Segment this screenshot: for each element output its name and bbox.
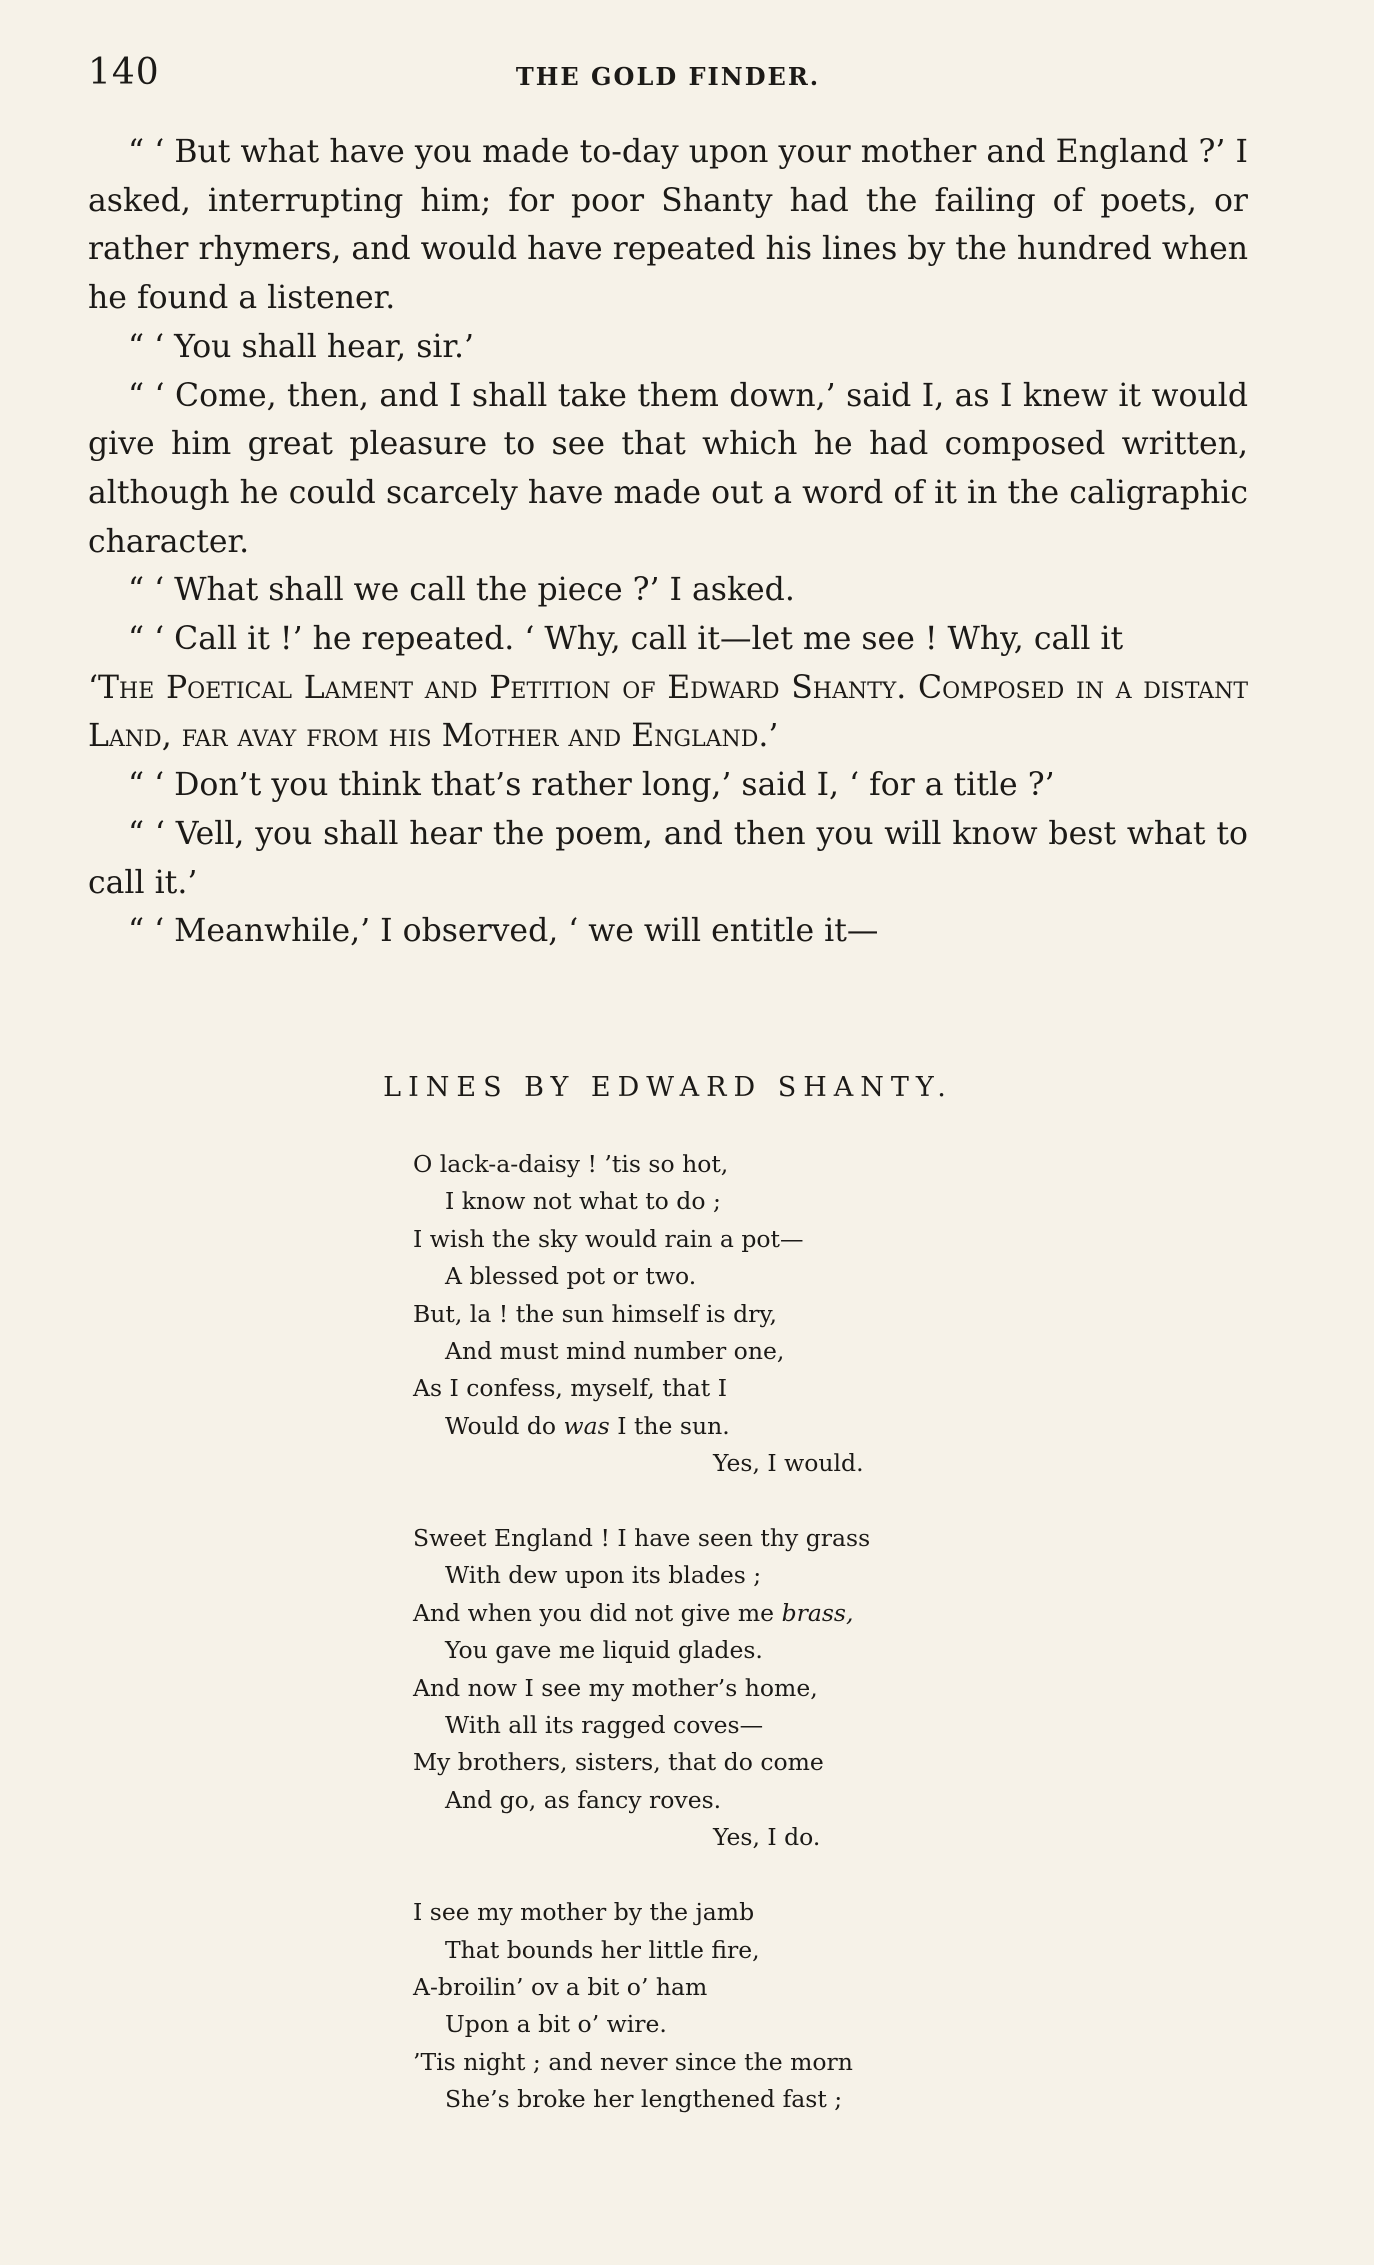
poem-line: I see my mother by the jamb <box>413 1898 755 1927</box>
stanza-break <box>413 1857 973 1894</box>
poem-refrain: Yes, I do. <box>713 1823 821 1852</box>
poem-line: Sweet England ! I have seen thy grass <box>413 1524 871 1553</box>
italic-word: brass, <box>781 1598 854 1627</box>
paragraph: “ ‘ Call it !’ he repeated. ‘ Why, call it—let me see ! Why, call it <box>128 621 1124 658</box>
poem-line: A-broilin’ ov a bit o’ ham <box>413 1972 708 2001</box>
poem-title: LINES BY EDWARD SHANTY. <box>383 1072 953 1103</box>
poem-line-part: Would do <box>445 1411 564 1440</box>
title-paragraph: ‘The Poetical Lament and Petition of Edward Shanty. Composed in a distant Land, far avay from his Mother and England.’ <box>88 669 1248 755</box>
page-number: 140 <box>88 52 160 93</box>
poem-line: And must mind number one, <box>445 1337 785 1366</box>
poem-line <box>413 1408 973 1445</box>
poem-line: I wish the sky would rain a pot— <box>413 1224 804 1253</box>
poem-line: She’s broke her lengthened fast ; <box>445 2085 843 2114</box>
poem-line: That bounds her little fire, <box>445 1935 760 1964</box>
poem-line: And go, as fancy roves. <box>445 1785 722 1814</box>
paragraph: “ ‘ Don’t you think that’s rather long,’ said I, ‘ for a title ?’ <box>128 767 1055 804</box>
poem-line: And now I see my mother’s home, <box>413 1673 818 1702</box>
italic-word: was <box>563 1411 610 1440</box>
poem-line: With all its ragged coves— <box>445 1711 764 1740</box>
paragraph: “ ‘ What shall we call the piece ?’ I asked. <box>128 572 795 609</box>
paragraph: “ ‘ You shall hear, sir.’ <box>128 328 475 365</box>
poem-line: As I confess, myself, that I <box>413 1374 727 1403</box>
page-header <box>88 52 1248 102</box>
running-head: THE GOLD FINDER. <box>515 62 821 91</box>
poem-line: But, la ! the sun himself is dry, <box>413 1299 777 1328</box>
poem-line: I know not what to do ; <box>445 1187 721 1216</box>
poem-line: O lack-a-daisy ! ’tis so hot, <box>413 1150 729 1178</box>
paragraph: “ ‘ Come, then, and I shall take them down,’ said I, as I knew it would give him great pleasure to see that which he had composed written, although he could scarcely have made out a word of it in the caligraphic character. <box>88 377 1248 560</box>
poem-line: You gave me liquid glades. <box>445 1636 763 1665</box>
paragraph: “ ‘ Vell, you shall hear the poem, and then you will know best what to call it.’ <box>88 815 1248 901</box>
poem-line: Upon a bit o’ wire. <box>445 2010 667 2039</box>
poem-line-part: I the sun. <box>609 1411 730 1440</box>
poem-refrain: Yes, I would. <box>713 1449 864 1478</box>
paragraph: “ ‘ Meanwhile,’ I observed, ‘ we will entitle it— <box>128 913 879 950</box>
poem-line <box>413 1595 973 1632</box>
poem-line-part: And when you did not give me <box>413 1598 782 1627</box>
stanza-break <box>413 1483 973 1520</box>
poem-line: With dew upon its blades ; <box>445 1561 762 1590</box>
poem <box>413 1146 973 2119</box>
paragraph: “ ‘ But what have you made to-day upon your mother and England ?’ I asked, interrupting him; for poor Shanty had the failing of poets, or rather rhymers, and would have repeated his lines by the hundred when he found a listener. <box>88 134 1248 317</box>
poem-line: ’Tis night ; and never since the morn <box>413 2047 853 2076</box>
prose-body <box>88 128 1248 956</box>
poem-line: A blessed pot or two. <box>445 1262 697 1291</box>
poem-line: My brothers, sisters, that do come <box>413 1748 824 1777</box>
